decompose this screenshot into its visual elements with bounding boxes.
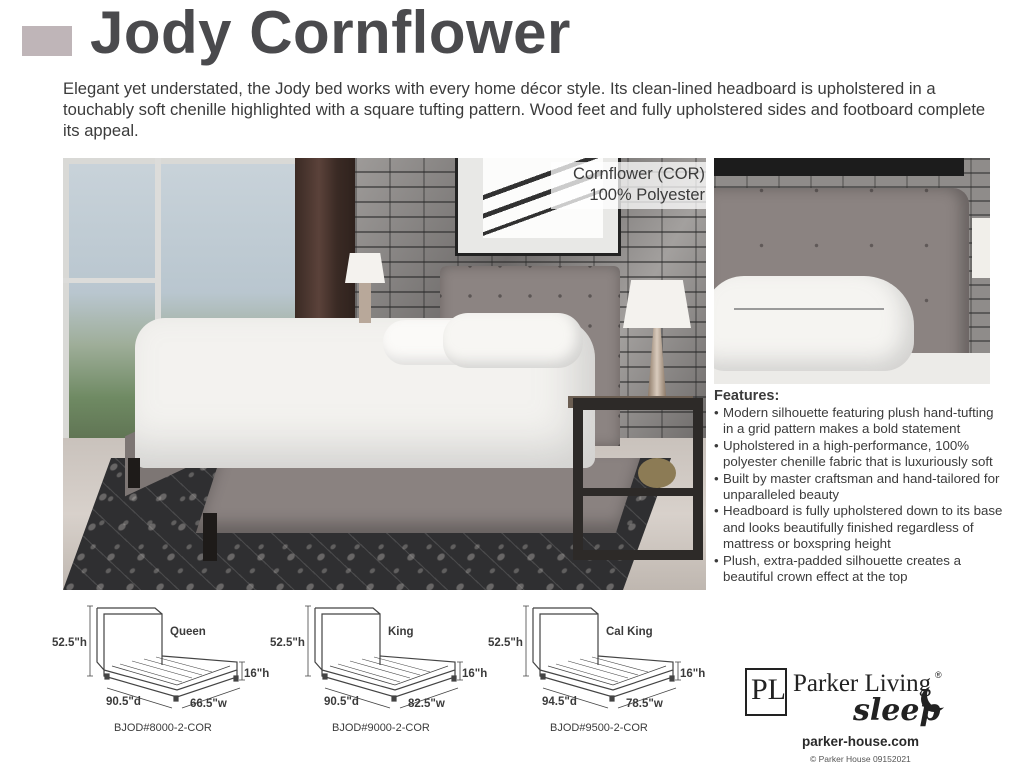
width-label: 78.5"w bbox=[626, 698, 663, 710]
page-title: Jody Cornflower bbox=[90, 0, 571, 66]
depth-label: 90.5"d bbox=[324, 696, 359, 708]
size-diagram-cal-king bbox=[488, 600, 718, 740]
features-title: Features: bbox=[714, 388, 780, 404]
lamp-shade bbox=[345, 253, 385, 283]
sku-label: BJOD#9500-2-COR bbox=[550, 722, 648, 734]
lamp-shade bbox=[623, 280, 691, 328]
brand-monogram-icon: PL bbox=[745, 668, 787, 716]
size-name: King bbox=[388, 626, 414, 638]
rail-height-label: 16"h bbox=[244, 668, 270, 680]
depth-label: 90.5"d bbox=[106, 696, 141, 708]
brand-name: Parker Living bbox=[793, 670, 932, 697]
size-name: Queen bbox=[170, 626, 206, 638]
website-link[interactable]: parker-house.com bbox=[802, 734, 920, 749]
size-diagram-queen bbox=[52, 600, 282, 740]
sku-label: BJOD#8000-2-COR bbox=[114, 722, 212, 734]
fabric-name: Cornflower (COR) bbox=[572, 165, 705, 183]
nightstand bbox=[573, 398, 703, 560]
width-label: 82.5"w bbox=[408, 698, 445, 710]
lamp-shade bbox=[972, 218, 990, 278]
height-label: 52.5"h bbox=[488, 637, 523, 649]
feature-item: • Upholstered in a high-performance, 100% polyester chenille fabric that is luxuriously soft bbox=[714, 438, 1004, 471]
vase bbox=[638, 458, 676, 488]
main-photo bbox=[63, 158, 706, 590]
bed-leg bbox=[203, 513, 217, 561]
feature-item: • Headboard is fully upholstered down to its base and looks beautifully finished regardless of mattress or boxspring height bbox=[714, 503, 1004, 552]
rail-height-label: 16"h bbox=[680, 668, 706, 680]
features-section bbox=[714, 388, 1004, 585]
pillow bbox=[714, 276, 914, 371]
nightstand-shelf bbox=[573, 488, 703, 496]
registered-mark: ® bbox=[935, 670, 942, 680]
wall-art-frame bbox=[714, 158, 964, 176]
brand-sub: sleep bbox=[853, 693, 941, 728]
copyright: © Parker House 09152021 bbox=[810, 754, 911, 764]
window-mullion bbox=[63, 278, 155, 283]
sku-label: BJOD#9000-2-COR bbox=[332, 722, 430, 734]
feature-item: • Plush, extra-padded silhouette creates a beautiful crown effect at the top bbox=[714, 553, 1004, 586]
feature-item: • Built by master craftsman and hand-tailored for unparalleled beauty bbox=[714, 471, 1004, 504]
lamp-base bbox=[359, 283, 371, 323]
pillow bbox=[443, 313, 583, 368]
height-label: 52.5"h bbox=[270, 637, 305, 649]
bed-leg bbox=[128, 458, 140, 488]
width-label: 66.5"w bbox=[190, 698, 227, 710]
size-diagram-king bbox=[270, 600, 500, 740]
moon-icon bbox=[927, 682, 953, 708]
rail-height-label: 16"h bbox=[462, 668, 488, 680]
feature-item: • Modern silhouette featuring plush hand-tufting in a grid pattern makes a bold statement bbox=[714, 405, 1004, 438]
features-list bbox=[714, 405, 1004, 585]
parker-living-logo bbox=[745, 660, 995, 730]
fabric-label bbox=[551, 162, 706, 209]
detail-photo bbox=[714, 158, 990, 384]
size-name: Cal King bbox=[606, 626, 653, 638]
title-swatch bbox=[22, 26, 72, 56]
depth-label: 94.5"d bbox=[542, 696, 577, 708]
height-label: 52.5"h bbox=[52, 637, 87, 649]
fabric-content: 100% Polyester bbox=[589, 186, 705, 204]
intro-text: Elegant yet understated, the Jody bed works with every home décor style. Its clean-lined headboard is upholstered in a touchably soft chenille highlighted with a square tufting pattern. Wood feet and fully upholstered sides and footboard complete its appeal. bbox=[63, 79, 986, 140]
pillow-stripe bbox=[734, 308, 884, 310]
